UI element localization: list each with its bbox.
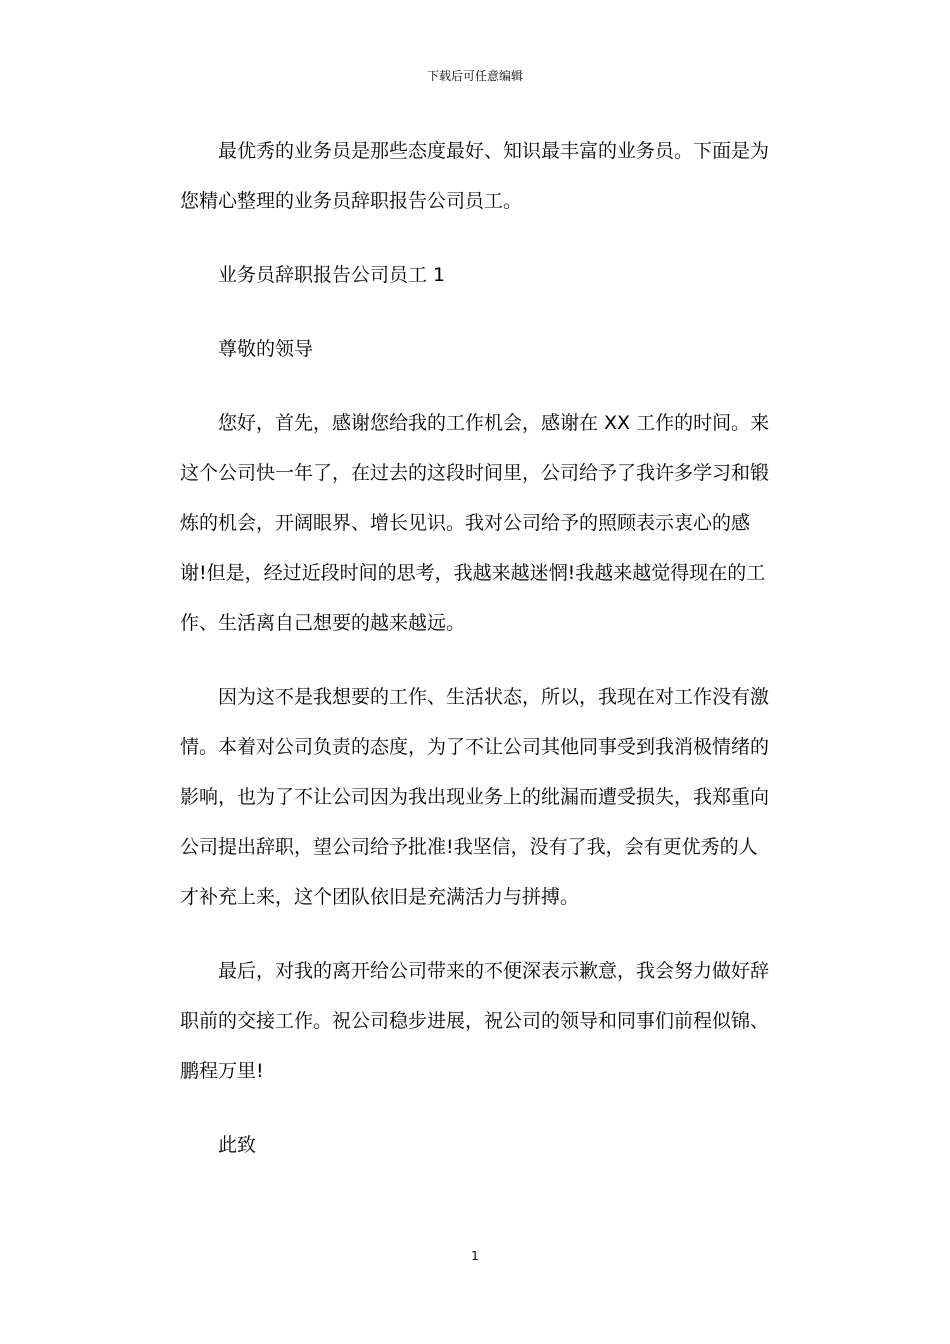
intro-paragraph: 最优秀的业务员是那些态度最好、知识最丰富的业务员。下面是为您精心整理的业务员辞职报告公司员工。 — [180, 140, 770, 212]
closing-line: 此致 — [218, 1134, 257, 1156]
page-number: 1 — [471, 1249, 479, 1263]
document-heading: 业务员辞职报告公司员工 1 — [218, 264, 446, 286]
body-paragraph: 因为这不是我想要的工作、生活状态，所以，我现在对工作没有激情。本着对公司负责的态度，为了不让公司其他同事受到我消极情绪的影响，也为了不让公司因为我出现业务上的纰漏而遭受损失，我郑重向公司提出辞职，望公司给予批准!我坚信，没有了我，会有更优秀的人才补充上来，这个团队依旧是充满活力与拼搏。 — [180, 686, 770, 908]
page-header-note: 下载后可任意编辑 — [426, 69, 523, 83]
salutation: 尊敬的领导 — [218, 338, 314, 360]
body-paragraph: 您好，首先，感谢您给我的工作机会，感谢在 XX 工作的时间。来这个公司快一年了，在过去的这段时间里，公司给予了我许多学习和锻炼的机会，开阔眼界、增长见识。我对公司给予的照顾表示衷心的感谢!但是，经过近段时间的思考，我越来越迷惘!我越来越觉得现在的工作、生活离自己想要的越来越远。 — [180, 412, 770, 634]
body-paragraph: 最后，对我的离开给公司带来的不便深表示歉意，我会努力做好辞职前的交接工作。祝公司稳步进展，祝公司的领导和同事们前程似锦、鹏程万里! — [180, 960, 770, 1082]
